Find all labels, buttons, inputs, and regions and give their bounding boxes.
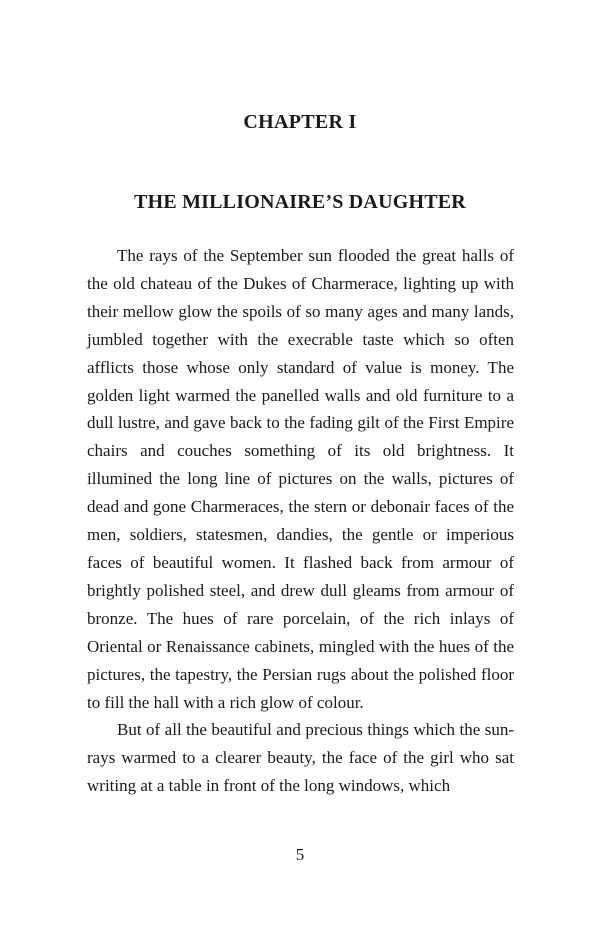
page-number: 5 [295, 845, 305, 864]
paragraph: But of all the beautiful and precious things which the sun-rays warmed to a clearer beauty, the face of the girl who sat writing at a table in front of the long windows, which [87, 720, 514, 796]
chapter-number: CHAPTER I [243, 111, 357, 133]
chapter-body [87, 242, 514, 800]
chapter-title: THE MILLIONAIRE’S DAUGHTER [134, 191, 466, 213]
paragraph: The rays of the September sun flooded the great halls of the old chateau of the Dukes of Charmerace, lighting up with their mellow glow the spoils of so many ages and many lands, jumbled together with the execrable taste which so often afflicts those whose only standard of value is money. The golden light warmed the panelled walls and old furniture to a dull lustre, and gave back to the fading gilt of the First Empire chairs and couches something of its old brightness. It illumined the long line of pictures on the walls, pictures of dead and gone Charmeraces, the stern or debonair faces of the men, soldiers, statesmen, dandies, the gentle or imperious faces of beautiful women. It flashed back from armour of brightly polished steel, and drew dull gleams from armour of bronze. The hues of rare porcelain, of the rich inlays of Oriental or Renaissance cabinets, mingled with the hues of the pictures, the tapestry, the Persian rugs about the polished floor to fill the hall with a rich glow of colour. [87, 246, 514, 712]
